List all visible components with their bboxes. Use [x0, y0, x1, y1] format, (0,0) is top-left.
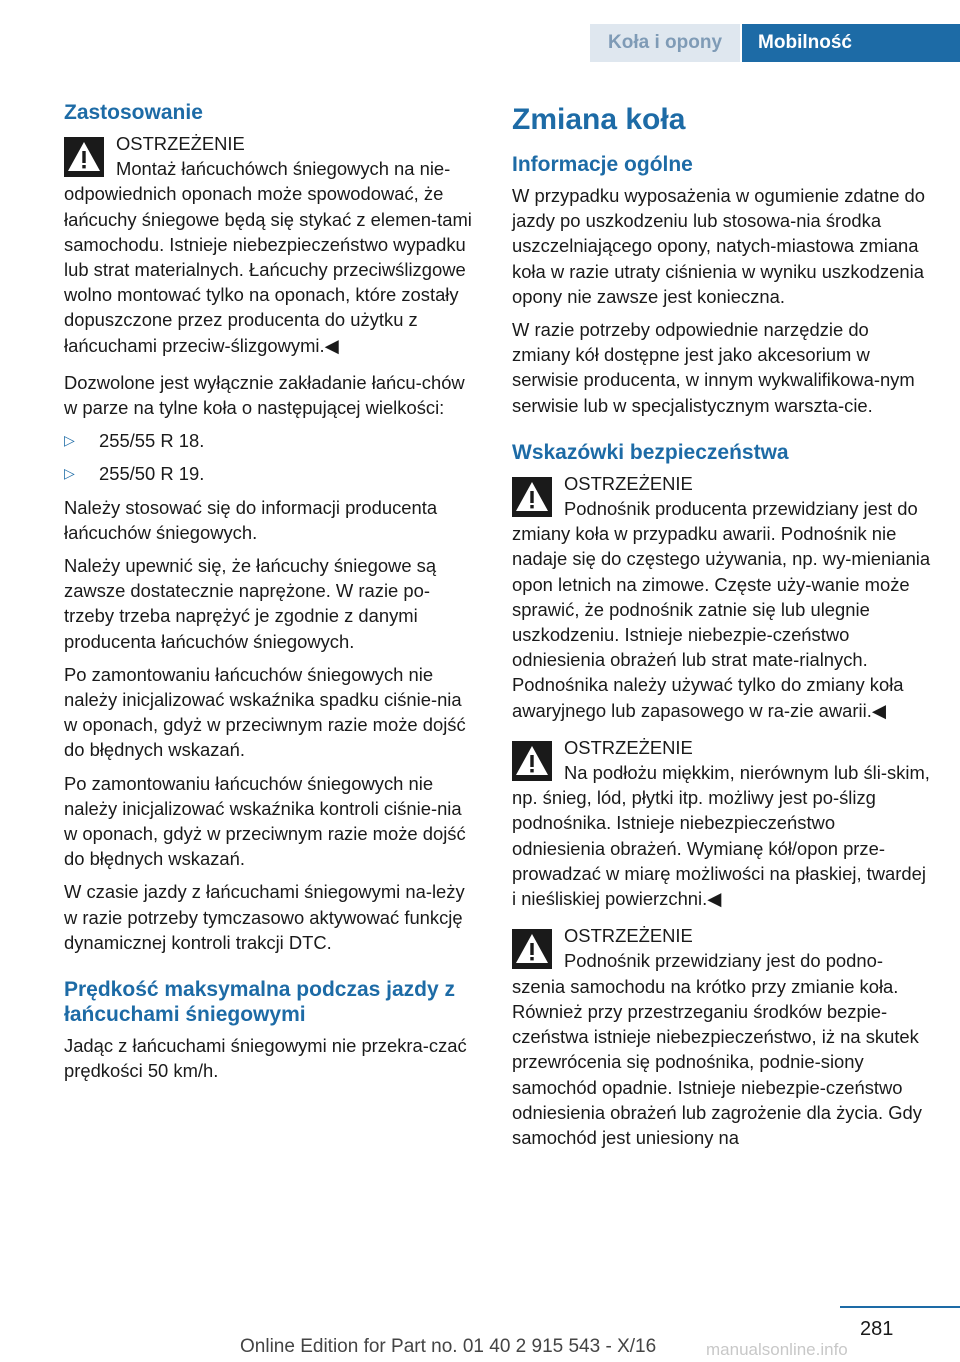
heading-speed: Prędkość maksymalna podczas jazdy z łańcuchami śniegowymi [64, 978, 456, 1027]
list-item-text: 255/50 R 19. [99, 463, 205, 485]
chapter-tab: Mobilność [742, 24, 960, 62]
paragraph-tension: Należy upewnić się, że łańcuchy śniegowe są zawsze dostatecznie naprężone. W razie po-trzeby trzeba naprężyć je zgodnie z danymi producenta łańcuchów śniegowych. [64, 555, 437, 652]
paragraph-follow: Należy stosować się do informacji producenta łańcuchów śniegowych. [64, 496, 438, 543]
paragraph-speed: Jadąc z łańcuchami śniegowymi nie przekra-czać prędkości 50 km/h. [64, 1035, 467, 1082]
triangle-right-icon: ▷ [64, 465, 75, 482]
warning-label: OSTRZEŻENIE [564, 925, 693, 947]
warning-label: OSTRZEŻENIE [564, 472, 693, 494]
warning-text: Na podłożu miękkim, nierównym lub śli-skim, np. śnieg, lód, płytki itp. możliwy jest po-ślizg podnośnika. Istnieje niebezpieczeństwo odniesienia obrażeń. Wymianę kół/opon prze-prowadzać w miarę możliwości na płaskiej, twardej i nieśliskiej powierzchni.◀ [512, 762, 930, 910]
warning-triangle-icon [512, 929, 552, 969]
paragraph-general-1: W przypadku wyposażenia w ogumienie zdatne do jazdy po uszkodzeniu lub stosowa-nia środka uszczelniającego opony, natych-miastowa zmiana koła w razie utraty ciśnienia w wyniku uszkodzenia opony nie zawsze jest konieczna. [512, 185, 925, 307]
size-list [64, 428, 479, 486]
heading-general: Informacje ogólne [512, 153, 693, 176]
paragraph-general-2: W razie potrzeby odpowiednie narzędzie do zmiany kół dostępne jest jako akcesorium w serwisie producenta, w innym wykwalifikowa-nym serwisie lub w specjalistycznym warszta-cie. [512, 319, 915, 416]
paragraph-reset-2: Po zamontowaniu łańcuchów śniegowych nie należy inicjalizować wskaźnika kontroli ciśnie-nia w oponach, gdyż w przeciwnym razie może dojść do błędnych wskazań. [64, 772, 466, 870]
warning-text: Montaż łańcuchówch śniegowych na nie-odpowiednich oponach może spowodować, że łańcuchy śniegowe będą się stykać z elemen-tami samochodu. Istnieje niebezpieczeństwo wypadku lub strat materialnych. Łańcuchy przeciwślizgowe wolno montować tylko na oponach, które zostały dopuszczone przez producenta do użytku z łańcuchami przeciw-ślizgowymi.◀ [64, 158, 472, 356]
triangle-right-icon: ▷ [64, 432, 75, 449]
warning-block-2 [512, 471, 932, 723]
paragraph-reset-1: Po zamontowaniu łańcuchów śniegowych nie należy inicjalizować wskaźnika spadku ciśnie-nia w oponach, gdyż w przeciwnym razie może dojść do błędnych wskazań. [64, 663, 466, 761]
page-title: Zmiana koła [512, 103, 686, 136]
list-item-text: 255/55 R 18. [99, 430, 205, 452]
warning-triangle-icon [512, 477, 552, 517]
left-column [64, 100, 479, 1092]
section-tab: Koła i opony [590, 24, 740, 62]
heading-zastosowanie: Zastosowanie [64, 101, 203, 124]
warning-triangle-icon [512, 741, 552, 781]
warning-label: OSTRZEŻENIE [116, 133, 245, 154]
page-header [590, 24, 960, 62]
heading-safety: Wskazówki bezpieczeństwa [512, 440, 789, 464]
edition-line: Online Edition for Part no. 01 40 2 915 543 - X/16 [240, 1336, 657, 1357]
list-item [64, 461, 479, 486]
warning-block-4 [512, 923, 932, 1150]
right-column [512, 100, 932, 1162]
paragraph-allowed: Dozwolone jest wyłącznie zakładanie łańcu-chów w parze na tylne koła o następującej wielkości: [64, 371, 465, 419]
paragraph-dtc: W czasie jazdy z łańcuchami śniegowymi na-leży w razie potrzeby tymczasowo aktywować funkcję dynamicznej kontroli trakcji DTC. [64, 881, 465, 953]
watermark: manualsonline.info [706, 1340, 848, 1359]
warning-triangle-icon [64, 137, 104, 177]
warning-label: OSTRZEŻENIE [564, 736, 693, 758]
warning-block-1 [64, 131, 479, 358]
page-number: 281 [860, 1318, 894, 1340]
warning-text: Podnośnik przewidziany jest do podno-szenia samochodu na krótko przy zmianie koła. Również przy przestrzeganiu środków bezpie-czeństwa istnieje niebezpieczeństwo, iż na skutek przewrócenia się podnośnika, podnie-siony samochód opadnie. Istnieje niebezpie-czeństwo odniesienia obrażeń lub zagrożenie dla życia. Gdy samochód jest uniesiony na [512, 950, 922, 1148]
warning-block-3 [512, 735, 932, 911]
footer-rule [840, 1306, 960, 1308]
list-item [64, 428, 479, 453]
warning-text: Podnośnik producenta przewidziany jest do zmiany koła w przypadku awarii. Podnośnik nie nadaje się do częstego używania, np. wy-mieniania opon letnich na zimowe. Częste uży-wanie może sprawić, że podnośnik zatnie się lub ulegnie uszkodzeniu. Istnieje niebezpie-czeństwo odniesienia obrażeń lub strat mate-rialnych. Podnośnika należy używać tylko do zmiany koła awaryjnego lub zapasowego w ra-zie awarii.◀ [512, 498, 931, 721]
